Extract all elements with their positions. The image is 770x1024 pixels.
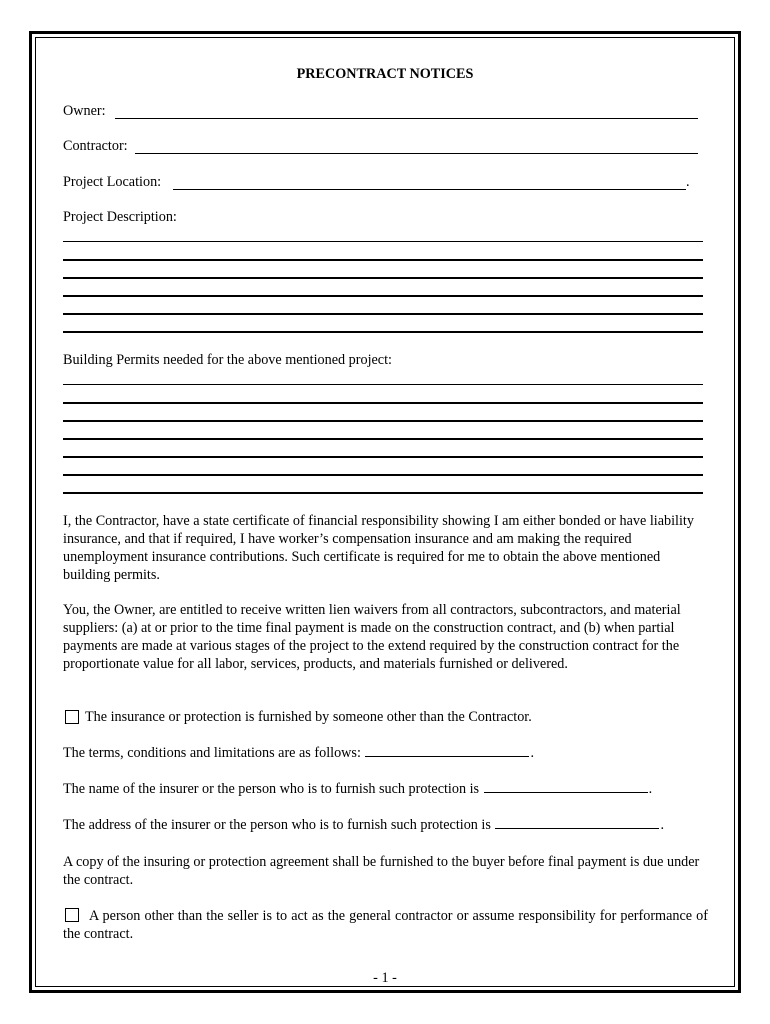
insurer-address-label: The address of the insurer or the person who is to furnish such protection is	[63, 817, 491, 833]
permits-line[interactable]	[63, 438, 703, 440]
contractor-field[interactable]	[135, 153, 698, 154]
terms-field[interactable]	[365, 755, 529, 757]
insurer-address-field[interactable]	[495, 827, 659, 829]
project-location-label: Project Location:	[63, 174, 162, 190]
description-line[interactable]	[63, 313, 703, 315]
copy-notice-paragraph: A copy of the insuring or protection agreement shall be furnished to the buyer before final payment is due under the contract.	[63, 854, 700, 888]
description-line[interactable]	[63, 277, 703, 279]
description-line[interactable]	[63, 241, 703, 242]
insurer-name-row	[63, 781, 652, 798]
project-location-field[interactable]	[173, 189, 686, 190]
insurer-name-label: The name of the insurer or the person who is to furnish such protection is	[63, 781, 480, 797]
contractor-certificate-paragraph: I, the Contractor, have a state certificate of financial responsibility showing I am either bonded or have liability insurance, and that if required, I have worker’s compensation insurance and am making the required unemployment insurance contributions. Such certificate is required for me to obtain the above mentioned building permits.	[63, 513, 694, 583]
insurance-other-label: The insurance or protection is furnished by someone other than the Contractor.	[85, 709, 532, 725]
insurer-name-period: .	[648, 781, 653, 797]
insurer-address-row	[63, 817, 664, 834]
building-permits-label: Building Permits needed for the above mentioned project:	[63, 352, 392, 368]
general-contractor-label: A person other than the seller is to act as the general contractor or assume responsibility for performance of the contract.	[63, 908, 708, 942]
insurer-address-period: .	[660, 817, 664, 833]
page-number: - 1 -	[373, 970, 397, 986]
description-line[interactable]	[63, 295, 703, 297]
permits-line[interactable]	[63, 420, 703, 422]
terms-period: .	[530, 745, 534, 761]
insurer-name-field[interactable]	[484, 791, 648, 793]
permits-line[interactable]	[63, 384, 703, 385]
permits-line[interactable]	[63, 456, 703, 458]
permits-line[interactable]	[63, 402, 703, 404]
contractor-label: Contractor:	[63, 138, 128, 154]
terms-label: The terms, conditions and limitations are as follows:	[63, 745, 361, 761]
permits-line[interactable]	[63, 474, 703, 476]
lien-waiver-paragraph: You, the Owner, are entitled to receive written lien waivers from all contractors, subcontractors, and material suppliers: (a) at or prior to the time final payment is made on the construction contract, and (b) when partial payments are made at various stages of the project to the extend required by the construction contract for the proportionate value for all labor, services, products, and materials furnished or delivered.	[63, 602, 681, 672]
owner-label: Owner:	[63, 103, 106, 119]
permits-line[interactable]	[63, 492, 703, 494]
terms-row	[63, 745, 534, 762]
owner-field[interactable]	[115, 118, 698, 119]
description-line[interactable]	[63, 331, 703, 333]
project-location-period: .	[686, 174, 690, 190]
project-description-label: Project Description:	[63, 209, 177, 225]
description-line[interactable]	[63, 259, 703, 261]
document-title: PRECONTRACT NOTICES	[296, 66, 474, 82]
insurance-other-checkbox[interactable]	[65, 710, 79, 724]
